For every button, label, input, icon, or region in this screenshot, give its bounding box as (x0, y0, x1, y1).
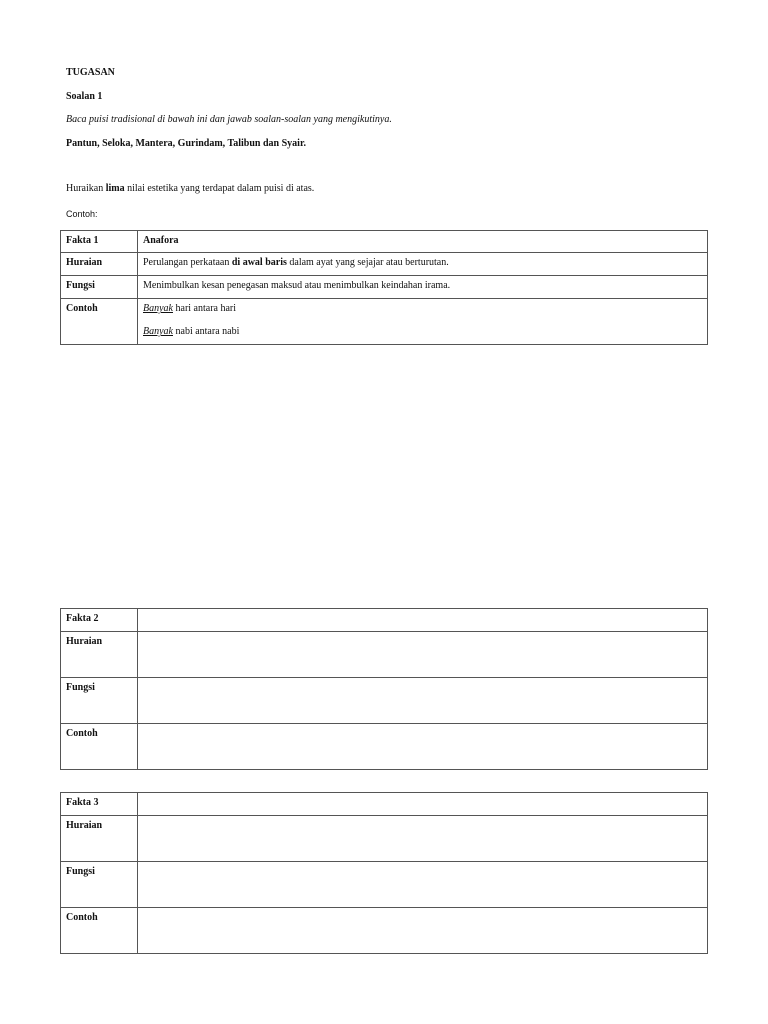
table-row (61, 632, 708, 678)
example-row-label: Contoh (61, 908, 138, 954)
table-row (61, 793, 708, 816)
task-text (66, 183, 314, 195)
fact-label: Fakta 3 (61, 793, 138, 816)
table-row (61, 609, 708, 632)
example-row-value (138, 299, 708, 345)
task-text-pre: Huraikan (66, 183, 106, 194)
description-pre: Perulangan perkataan (143, 257, 232, 268)
description-value (138, 253, 708, 276)
description-label: Huraian (61, 816, 138, 862)
table-row (61, 299, 708, 345)
task-text-bold: lima (105, 183, 125, 194)
function-answer-cell[interactable] (138, 678, 708, 724)
description-answer-cell[interactable] (138, 816, 708, 862)
table-row (61, 276, 708, 299)
table-row (61, 678, 708, 724)
example-answer-cell[interactable] (138, 908, 708, 954)
description-answer-cell[interactable] (138, 632, 708, 678)
poem-types: Pantun, Seloka, Mantera, Gurindam, Talibun dan Syair. (66, 138, 306, 149)
example-line (143, 325, 702, 338)
example-fact-table (60, 230, 708, 345)
document-heading: TUGASAN (66, 67, 115, 78)
table-row (61, 253, 708, 276)
description-bold: di awal baris (231, 257, 287, 268)
function-label: Fungsi (61, 678, 138, 724)
function-label: Fungsi (61, 862, 138, 908)
task-text-post: nilai estetika yang terdapat dalam puisi di atas. (124, 183, 315, 194)
fact-table-3 (60, 792, 708, 954)
fact-answer-cell[interactable] (138, 793, 708, 816)
example-word: Banyak (143, 303, 173, 314)
description-label: Huraian (61, 632, 138, 678)
instruction-text: Baca puisi tradisional di bawah ini dan jawab soalan-soalan yang mengikutinya. (66, 114, 392, 125)
question-number: Soalan 1 (66, 91, 103, 102)
fact-label: Fakta 2 (61, 609, 138, 632)
table-row (61, 862, 708, 908)
function-label: Fungsi (61, 276, 138, 299)
description-label: Huraian (61, 253, 138, 276)
description-post: dalam ayat yang sejajar atau berturutan. (286, 257, 449, 268)
example-rest: hari antara hari (173, 303, 237, 314)
fact-label: Fakta 1 (61, 231, 138, 253)
fact-table-2 (60, 608, 708, 770)
fact-answer-cell[interactable] (138, 609, 708, 632)
function-value: Menimbulkan kesan penegasan maksud atau menimbulkan keindahan irama. (138, 276, 708, 299)
table-row (61, 908, 708, 954)
fact-value: Anafora (138, 231, 708, 253)
example-rest: nabi antara nabi (173, 326, 240, 337)
table-row (61, 816, 708, 862)
example-row-label: Contoh (61, 724, 138, 770)
table-row (61, 231, 708, 253)
example-answer-cell[interactable] (138, 724, 708, 770)
example-line (143, 302, 702, 315)
example-row-label: Contoh (61, 299, 138, 345)
table-row (61, 724, 708, 770)
example-word: Banyak (143, 326, 173, 337)
example-label: Contoh: (66, 209, 98, 219)
function-answer-cell[interactable] (138, 862, 708, 908)
